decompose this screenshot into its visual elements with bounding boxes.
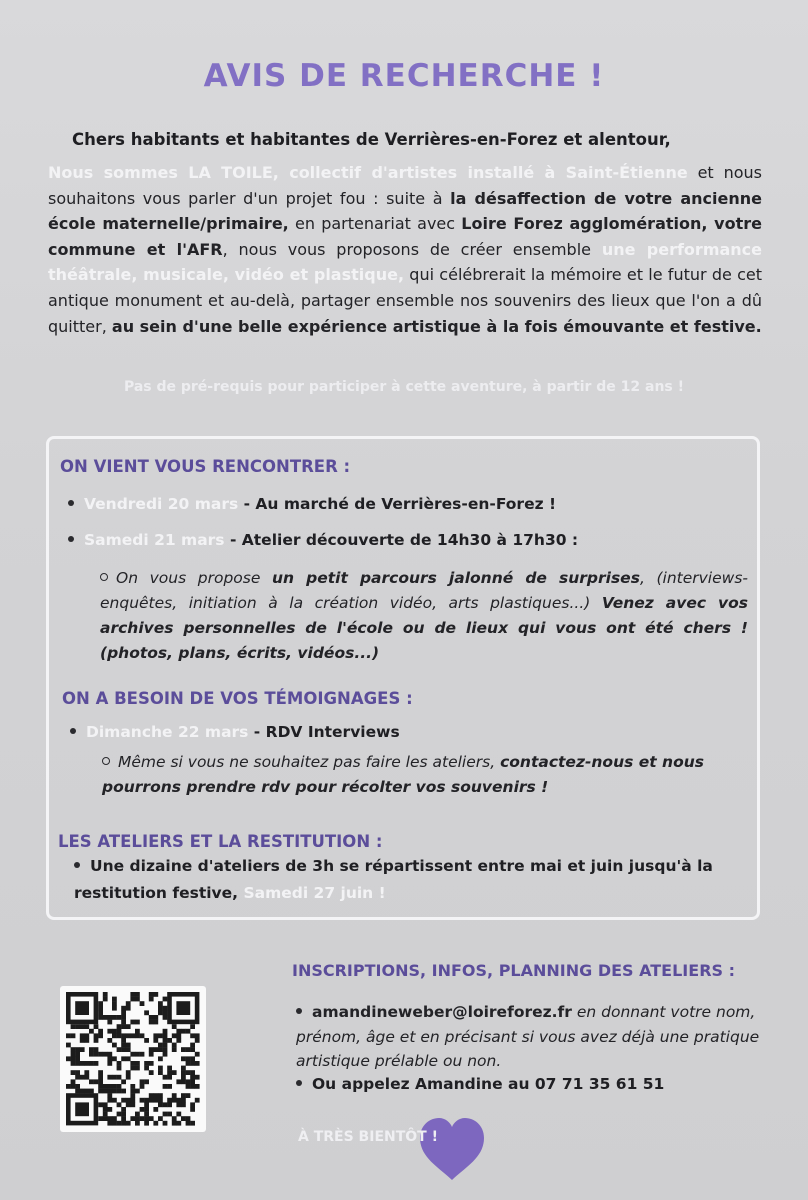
section-testimony-heading: ON A BESOIN DE VOS TÉMOIGNAGES : xyxy=(62,689,413,708)
contact-text-a: Même si vous ne souhaitez pas faire les ateliers, xyxy=(118,753,501,771)
market-text: - Au marché de Verrières-en-Forez ! xyxy=(238,495,557,513)
contact-bold-b: contactez-nous et nous pourrons prendre rdv pour récolter vos souvenirs ! xyxy=(102,753,705,796)
circle-bullet-icon xyxy=(100,573,108,581)
phone-text: Ou appelez Amandine au 07 71 35 61 51 xyxy=(312,1075,665,1093)
qr-code[interactable] xyxy=(60,986,206,1132)
date-saturday: Samedi 21 mars xyxy=(84,531,225,549)
detail-bold-b: un petit parcours jalonné de surprises xyxy=(272,569,640,587)
contact-email-item xyxy=(296,1000,774,1074)
intro-bold-1: la désaffection de votre ancienne école maternelle/primaire, xyxy=(48,188,762,234)
circle-bullet-icon xyxy=(102,757,110,765)
date-friday: Vendredi 20 mars xyxy=(84,495,239,513)
bullet-icon xyxy=(68,536,74,542)
date-june: Samedi 27 juin ! xyxy=(243,884,386,902)
section-meet-heading: ON VIENT VOUS RENCONTRER : xyxy=(60,457,351,476)
email-note: en donnant votre nom, prénom, âge et en précisant si vous avez déjà une pratique artistique prélable ou non. xyxy=(296,1003,760,1070)
sublist-item-workshop-detail xyxy=(100,566,748,666)
interviews-text: - RDV Interviews xyxy=(248,723,400,741)
intro-text-4: qui célébrerait la mémoire et le futur de cet antique monument et au-delà, partager ensemble nos souvenirs des lieux que l'on a dû quitter, xyxy=(48,265,763,336)
list-item-workshop xyxy=(68,531,578,549)
closing-text: À TRÈS BIENTÔT ! xyxy=(298,1129,438,1145)
intro-bold-2: Loire Forez agglomération, votre commune et l'AFR xyxy=(48,214,762,259)
intro-collective: Nous sommes LA TOILE, collectif d'artistes installé à Saint-Étienne xyxy=(48,163,688,182)
list-item-market xyxy=(68,495,556,513)
bullet-icon xyxy=(70,728,76,734)
sublist-item-contact xyxy=(102,750,752,800)
intro-performance: une performance théâtrale, musicale, vidéo et plastique, xyxy=(48,239,763,285)
contact-heading: INSCRIPTIONS, INFOS, PLANNING DES ATELIERS : xyxy=(292,961,735,980)
list-item-restitution xyxy=(74,853,754,907)
contact-phone-item xyxy=(296,1075,664,1093)
heart-icon xyxy=(418,1116,486,1182)
workshop-text: - Atelier découverte de 14h30 à 17h30 : xyxy=(224,531,579,549)
intro-text-2: en partenariat avec xyxy=(288,214,462,234)
email-link[interactable]: amandineweber@loireforez.fr xyxy=(312,1003,572,1021)
bullet-icon xyxy=(74,862,80,868)
intro-text-3: , nous vous proposons de créer ensemble xyxy=(222,239,602,259)
detail-text-c: , (interviews-enquêtes, initiation à la création vidéo, arts plastiques...) xyxy=(100,569,748,612)
prerequisite-note: Pas de pré-requis pour participer à cette aventure, à partir de 12 ans ! xyxy=(123,379,685,395)
list-item-interviews xyxy=(70,723,400,741)
bullet-icon xyxy=(68,500,74,506)
detail-bold-d: Venez avec vos archives personnelles de l'école ou de lieux qui vous ont été chers ! (photos, plans, écrits, vidéos...) xyxy=(100,594,749,662)
bullet-icon xyxy=(296,1080,302,1086)
restitution-text: Une dizaine d'ateliers de 3h se répartissent entre mai et juin jusqu'à la restitution festive, xyxy=(74,857,713,902)
page-title: AVIS DE RECHERCHE ! xyxy=(203,58,605,94)
qr-code-icon xyxy=(60,986,206,1132)
intro-bold-4: au sein d'une belle expérience artistique à la fois émouvante et festive. xyxy=(111,316,762,336)
detail-text-a: On vous propose xyxy=(116,569,272,587)
date-sunday: Dimanche 22 mars xyxy=(86,723,249,741)
greeting: Chers habitants et habitantes de Verrières-en-Forez et alentour, xyxy=(72,130,671,149)
intro-text-1: et nous souhaitons vous parler d'un projet fou : suite à xyxy=(48,163,762,208)
bullet-icon xyxy=(296,1008,302,1014)
intro-paragraph xyxy=(48,160,762,339)
section-workshops-heading: LES ATELIERS ET LA RESTITUTION : xyxy=(58,832,383,851)
